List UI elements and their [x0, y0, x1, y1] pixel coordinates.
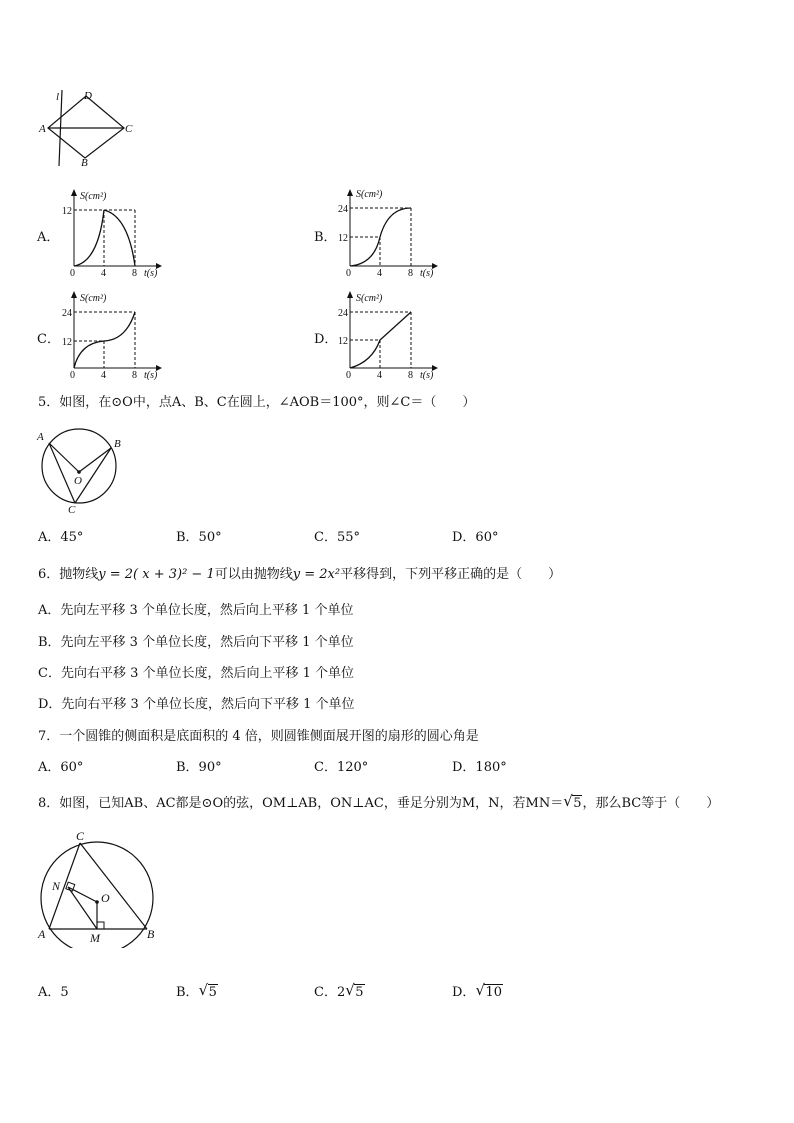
label-O: O: [101, 891, 110, 905]
q5-option-c[interactable]: C．55°: [314, 530, 360, 545]
t-axis-label: t(s): [420, 268, 434, 278]
tick-ymax: 24: [62, 308, 72, 319]
q8-option-d-letter: D．: [452, 985, 476, 1000]
label-l: l: [56, 91, 60, 103]
q7-text: 7．一个圆锥的侧面积是底面积的 4 倍，则圆锥侧面展开图的扇形的圆心角是: [38, 729, 479, 744]
q6-equation-1: y = 2( x + 3)² − 1: [98, 567, 215, 582]
label-C: C: [76, 829, 85, 843]
tick-ymax: 12: [62, 206, 72, 217]
q8-option-c-sqrt: √ 5: [345, 981, 364, 1000]
rhombus-figure: [36, 86, 146, 168]
t-axis-label: t(s): [144, 268, 158, 278]
tick-origin: 0: [70, 268, 75, 278]
q5-circle-figure: [34, 426, 130, 514]
label-O: O: [74, 475, 82, 487]
tick-xmid: 4: [101, 268, 106, 278]
q8-text-after: ，那么BC等于（ ）: [582, 796, 720, 811]
tick-xend: 8: [132, 268, 137, 278]
label-M: M: [90, 931, 100, 945]
q7-option-c[interactable]: C．120°: [314, 760, 369, 775]
tick-xend: 8: [132, 370, 137, 380]
q4-option-a-letter[interactable]: A．: [37, 230, 60, 245]
q8-option-b-sqrt: √ 5: [198, 981, 217, 1000]
label-B: B: [81, 157, 88, 168]
q5-option-b[interactable]: B．50°: [176, 530, 222, 545]
q8-option-c-letter: C．: [314, 985, 337, 1000]
s-axis-label: S(cm²): [80, 191, 107, 202]
q8-option-a-letter: A．: [38, 985, 61, 1000]
q8-option-c-value: 5: [355, 985, 364, 1000]
label-A: A: [37, 431, 44, 443]
q6-suffix: 平移得到，下列平移正确的是（ ）: [340, 567, 562, 582]
q4-graph-b[interactable]: [338, 186, 448, 278]
tick-xend: 8: [408, 370, 413, 380]
q4-option-d-letter[interactable]: D．: [314, 332, 338, 347]
tick-xmid: 4: [377, 268, 382, 278]
q6-option-a[interactable]: A．先向左平移 3 个单位长度，然后向上平移 1 个单位: [38, 603, 354, 618]
s-axis-label: S(cm²): [356, 189, 383, 200]
q6-option-b[interactable]: B．先向左平移 3 个单位长度，然后向下平移 1 个单位: [38, 635, 354, 650]
q7-option-b[interactable]: B．90°: [176, 760, 222, 775]
label-A: A: [39, 123, 46, 135]
tick-xmid: 4: [101, 370, 106, 380]
q8-circle-figure: [34, 826, 164, 948]
q5-text: 5．如图，在⊙O中，点A、B、C在圆上，∠AOB＝100°，则∠C＝（ ）: [38, 395, 476, 410]
s-axis-label: S(cm²): [356, 293, 383, 304]
q8-option-c[interactable]: [314, 981, 365, 1002]
q6-prefix: 6．抛物线: [38, 567, 99, 582]
q5-option-a[interactable]: A．45°: [38, 530, 84, 545]
tick-ymid: 12: [62, 337, 72, 348]
t-axis-label: t(s): [144, 370, 158, 380]
q4-option-c-letter[interactable]: C．: [37, 332, 60, 347]
q7-option-a[interactable]: A．60°: [38, 760, 84, 775]
tick-ymax: 24: [338, 308, 348, 319]
tick-origin: 0: [70, 370, 75, 380]
label-N: N: [52, 879, 61, 893]
q8-option-a-value: 5: [60, 985, 69, 1000]
q4-option-b-letter[interactable]: B．: [314, 230, 337, 245]
label-B: B: [114, 438, 121, 450]
q8-option-b-letter: B．: [176, 985, 199, 1000]
q8-option-a[interactable]: [38, 984, 69, 1002]
tick-ymid: 12: [338, 336, 348, 347]
q8-option-b[interactable]: [176, 981, 218, 1002]
q6-option-d[interactable]: D．先向右平移 3 个单位长度，然后向下平移 1 个单位: [38, 697, 355, 712]
t-axis-label: t(s): [420, 370, 434, 380]
q5-option-d[interactable]: D．60°: [452, 530, 499, 545]
tick-ymax: 24: [338, 204, 348, 215]
q4-graph-a[interactable]: [62, 186, 172, 278]
q8-text: [38, 792, 720, 813]
q8-option-b-value: 5: [208, 985, 217, 1000]
q8-option-d-value: 10: [485, 985, 502, 1000]
q8-option-c-coef: 2: [336, 985, 346, 1000]
q6-option-c[interactable]: C．先向右平移 3 个单位长度，然后向上平移 1 个单位: [38, 666, 355, 681]
q8-text-before: 8．如图，已知AB、AC都是⊙O的弦，OM⊥AB，ON⊥AC，垂足分别为M，N，若MN＝: [38, 796, 564, 811]
tick-ymid: 12: [338, 233, 348, 244]
tick-origin: 0: [346, 268, 351, 278]
q4-graph-d[interactable]: [338, 288, 448, 380]
q8-sqrt-value: 5: [573, 796, 582, 811]
tick-origin: 0: [346, 370, 351, 380]
q8-sqrt: √ 5: [563, 792, 582, 811]
label-C: C: [68, 504, 76, 514]
q8-option-d-sqrt: √ 10: [475, 981, 502, 1000]
label-C: C: [125, 123, 133, 135]
q6-text: [38, 566, 561, 584]
label-A: A: [38, 927, 46, 941]
q8-option-d[interactable]: [452, 981, 503, 1002]
tick-xend: 8: [408, 268, 413, 278]
label-B: B: [147, 927, 155, 941]
q4-graph-c[interactable]: [62, 288, 172, 380]
q6-equation-2: y = 2x²: [292, 567, 341, 582]
tick-xmid: 4: [377, 370, 382, 380]
s-axis-label: S(cm²): [80, 293, 107, 304]
q6-mid: 可以由抛物线: [214, 567, 293, 582]
label-D: D: [84, 90, 92, 102]
q7-option-d[interactable]: D．180°: [452, 760, 507, 775]
